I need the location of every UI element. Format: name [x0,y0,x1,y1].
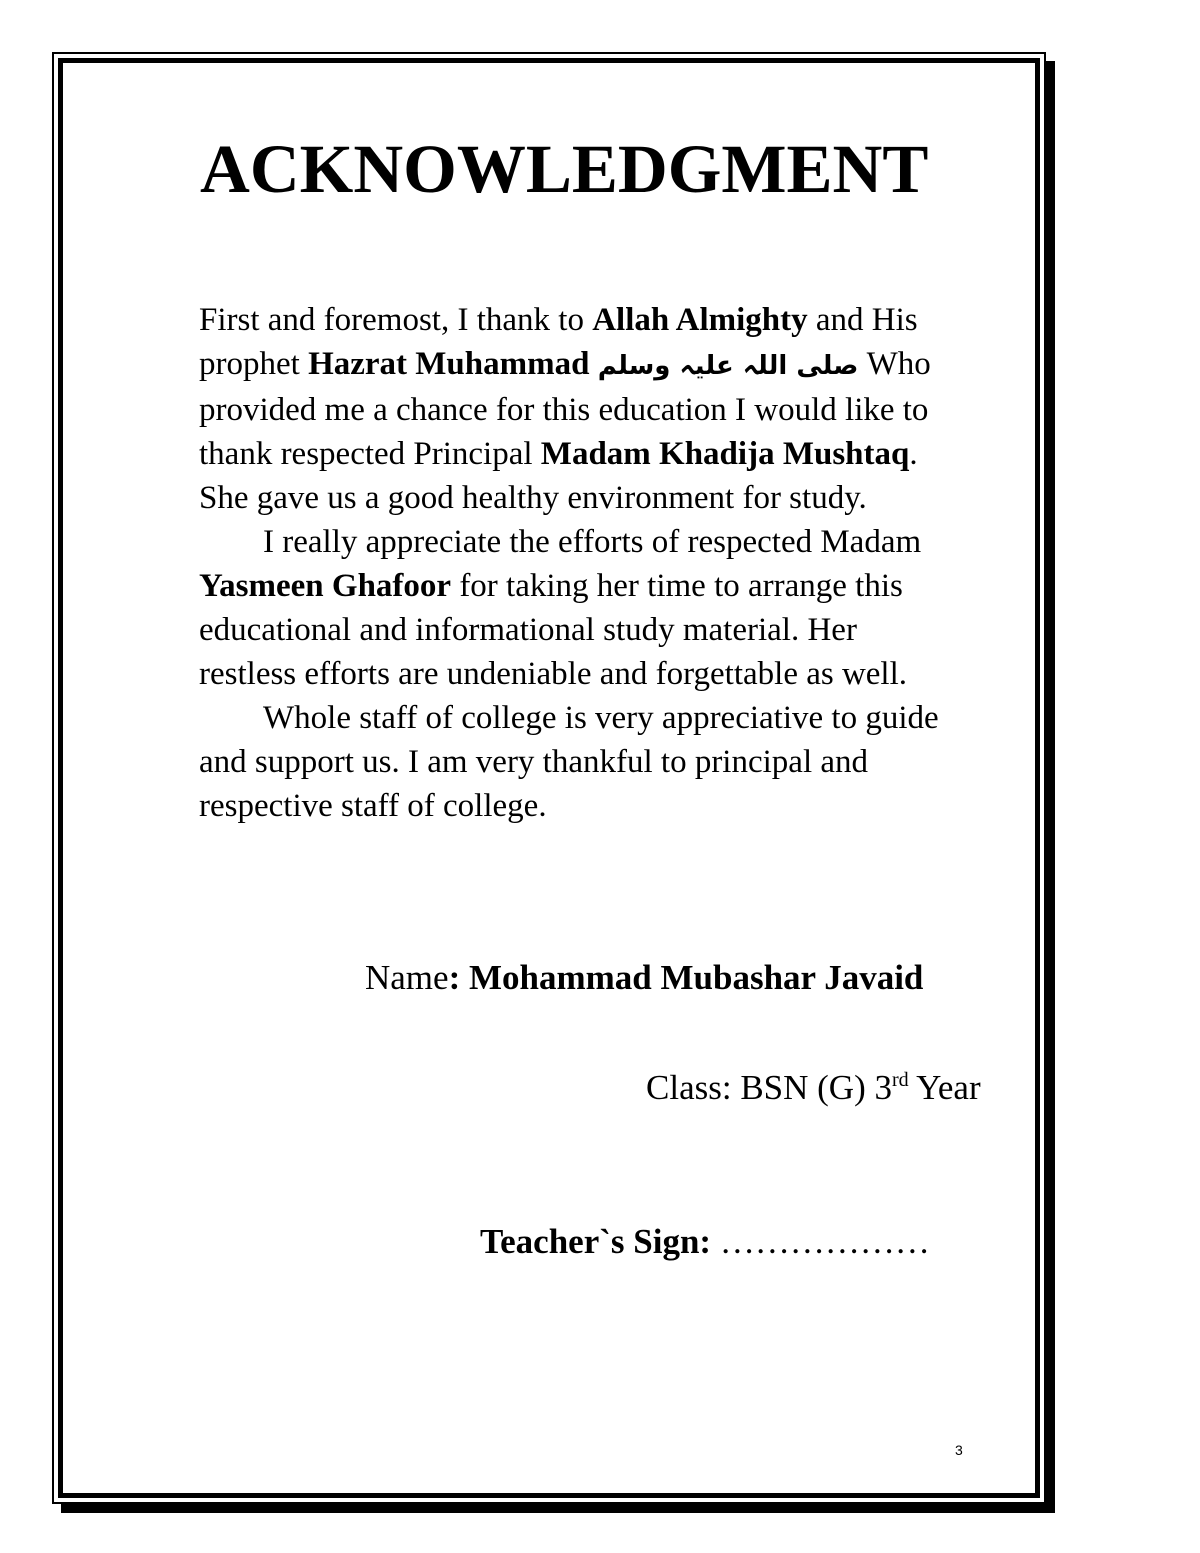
paragraph-1-text-a: First and foremost, I thank to [199,302,593,338]
arabic-salutation-text: صلی اللہ علیہ وسلم [597,351,859,381]
teacher-sign-label: Teacher`s Sign: [480,1222,712,1261]
class-line [646,1068,981,1108]
paragraph-2-text-a: I really appreciate the efforts of respected Madam [263,524,922,560]
paragraph-2 [199,520,959,696]
paragraph-1-space [589,346,597,382]
student-name-value: : Mohammad Mubashar Javaid [448,958,924,997]
teacher-name-text: Yasmeen Ghafoor [199,568,452,604]
hazrat-muhammad-text: Hazrat Muhammad [308,346,590,382]
acknowledgment-body [199,298,959,828]
page-number: 3 [955,1442,963,1458]
teacher-sign-line [480,1222,930,1262]
paragraph-1-text-d: . She gave us a good healthy environment for study. [199,436,918,516]
class-text: Class: BSN (G) 3 [646,1068,892,1107]
paragraph-1-text-b: and His prophet [199,302,918,382]
signature-placeholder-dots: ……………… [711,1222,930,1261]
paragraph-3: Whole staff of college is very appreciative to guide and support us. I am very thankful to principal and respective staff of college. [199,700,939,824]
page-title: ACKNOWLEDGMENT [200,131,929,207]
principal-name-text: Madam Khadija Mushtaq [540,436,910,472]
name-label: Name [365,958,449,997]
paragraph-2-text-b: for taking her time to arrange this educational and informational study material. Her restless efforts are undeniable and forgettable as well. [199,568,908,692]
paragraph-1 [199,298,959,520]
class-year-text: Year [908,1068,981,1107]
student-name-line [365,958,923,998]
allah-almighty-text: Allah Almighty [592,302,808,338]
class-superscript: rd [892,1069,909,1091]
paragraph-1-text-c: Who provided me a chance for this education I would like to thank respected Principal [199,346,931,472]
